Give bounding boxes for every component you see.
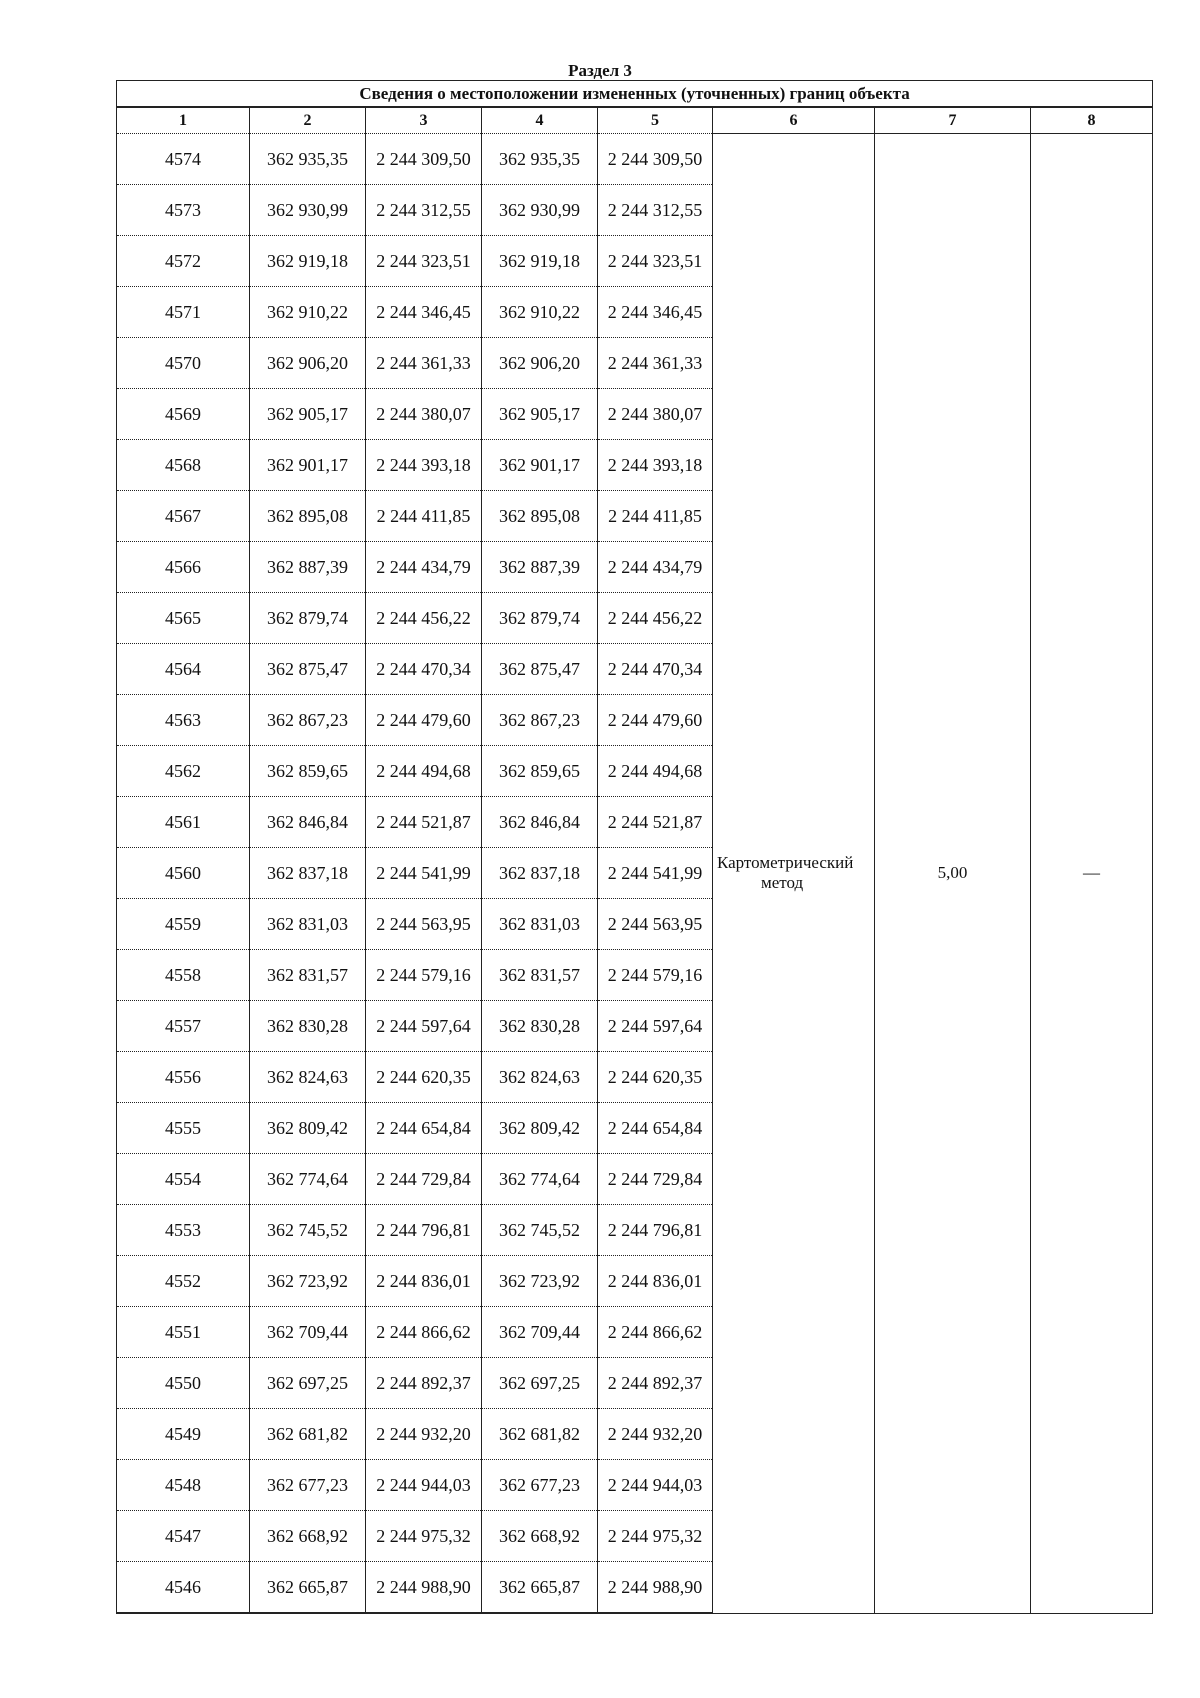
x-old-cell: 362 830,28: [250, 1001, 366, 1052]
x-new-cell: 362 774,64: [482, 1154, 598, 1205]
x-old-cell: 362 935,35: [250, 134, 366, 185]
y-old-cell: 2 244 470,34: [366, 644, 482, 695]
x-new-cell: 362 831,57: [482, 950, 598, 1001]
point-number-cell: 4550: [117, 1358, 250, 1409]
y-new-cell: 2 244 541,99: [598, 848, 713, 899]
point-number-cell: 4558: [117, 950, 250, 1001]
x-new-cell: 362 681,82: [482, 1409, 598, 1460]
x-old-cell: 362 910,22: [250, 287, 366, 338]
x-new-cell: 362 837,18: [482, 848, 598, 899]
point-number-cell: 4553: [117, 1205, 250, 1256]
x-new-cell: 362 875,47: [482, 644, 598, 695]
y-new-cell: 2 244 988,90: [598, 1562, 713, 1614]
column-number-8: 8: [1031, 107, 1153, 134]
x-new-cell: 362 867,23: [482, 695, 598, 746]
x-old-cell: 362 697,25: [250, 1358, 366, 1409]
y-new-cell: 2 244 796,81: [598, 1205, 713, 1256]
point-number-cell: 4549: [117, 1409, 250, 1460]
x-old-cell: 362 919,18: [250, 236, 366, 287]
point-number-cell: 4564: [117, 644, 250, 695]
x-old-cell: 362 859,65: [250, 746, 366, 797]
y-old-cell: 2 244 620,35: [366, 1052, 482, 1103]
point-number-cell: 4559: [117, 899, 250, 950]
point-number-cell: 4556: [117, 1052, 250, 1103]
y-old-cell: 2 244 346,45: [366, 287, 482, 338]
y-old-cell: 2 244 411,85: [366, 491, 482, 542]
x-old-cell: 362 887,39: [250, 542, 366, 593]
y-old-cell: 2 244 380,07: [366, 389, 482, 440]
x-new-cell: 362 895,08: [482, 491, 598, 542]
x-old-cell: 362 867,23: [250, 695, 366, 746]
point-number-cell: 4561: [117, 797, 250, 848]
y-old-cell: 2 244 866,62: [366, 1307, 482, 1358]
x-new-cell: 362 809,42: [482, 1103, 598, 1154]
x-new-cell: 362 906,20: [482, 338, 598, 389]
x-new-cell: 362 668,92: [482, 1511, 598, 1562]
y-new-cell: 2 244 312,55: [598, 185, 713, 236]
x-new-cell: 362 901,17: [482, 440, 598, 491]
y-old-cell: 2 244 456,22: [366, 593, 482, 644]
point-number-cell: 4551: [117, 1307, 250, 1358]
x-new-cell: 362 879,74: [482, 593, 598, 644]
y-old-cell: 2 244 393,18: [366, 440, 482, 491]
y-new-cell: 2 244 346,45: [598, 287, 713, 338]
y-new-cell: 2 244 361,33: [598, 338, 713, 389]
x-old-cell: 362 677,23: [250, 1460, 366, 1511]
y-old-cell: 2 244 323,51: [366, 236, 482, 287]
point-number-cell: 4574: [117, 134, 250, 185]
column-number-5: 5: [598, 107, 713, 134]
x-old-cell: 362 846,84: [250, 797, 366, 848]
y-old-cell: 2 244 944,03: [366, 1460, 482, 1511]
y-new-cell: 2 244 563,95: [598, 899, 713, 950]
y-old-cell: 2 244 579,16: [366, 950, 482, 1001]
x-old-cell: 362 665,87: [250, 1562, 366, 1614]
x-new-cell: 362 824,63: [482, 1052, 598, 1103]
accuracy-cell: 5,00: [875, 134, 1031, 1614]
y-old-cell: 2 244 434,79: [366, 542, 482, 593]
y-old-cell: 2 244 563,95: [366, 899, 482, 950]
x-old-cell: 362 809,42: [250, 1103, 366, 1154]
x-old-cell: 362 879,74: [250, 593, 366, 644]
table-caption: Сведения о местоположении измененных (уточненных) границ объекта: [117, 81, 1153, 108]
column-number-6: 6: [713, 107, 875, 134]
section-title: Раздел 3: [568, 61, 632, 80]
y-new-cell: 2 244 944,03: [598, 1460, 713, 1511]
x-old-cell: 362 831,57: [250, 950, 366, 1001]
table-row: [117, 134, 1153, 185]
y-old-cell: 2 244 541,99: [366, 848, 482, 899]
point-number-cell: 4547: [117, 1511, 250, 1562]
x-old-cell: 362 745,52: [250, 1205, 366, 1256]
y-new-cell: 2 244 411,85: [598, 491, 713, 542]
y-new-cell: 2 244 380,07: [598, 389, 713, 440]
x-new-cell: 362 905,17: [482, 389, 598, 440]
x-old-cell: 362 930,99: [250, 185, 366, 236]
y-new-cell: 2 244 836,01: [598, 1256, 713, 1307]
y-new-cell: 2 244 309,50: [598, 134, 713, 185]
x-old-cell: 362 831,03: [250, 899, 366, 950]
method-label-line1: Картометрический: [717, 853, 854, 873]
y-new-cell: 2 244 323,51: [598, 236, 713, 287]
x-new-cell: 362 745,52: [482, 1205, 598, 1256]
y-old-cell: 2 244 312,55: [366, 185, 482, 236]
x-new-cell: 362 887,39: [482, 542, 598, 593]
x-old-cell: 362 906,20: [250, 338, 366, 389]
point-number-cell: 4568: [117, 440, 250, 491]
y-old-cell: 2 244 597,64: [366, 1001, 482, 1052]
method-label-line2: метод: [761, 873, 804, 893]
y-new-cell: 2 244 654,84: [598, 1103, 713, 1154]
x-old-cell: 362 901,17: [250, 440, 366, 491]
x-old-cell: 362 723,92: [250, 1256, 366, 1307]
y-old-cell: 2 244 729,84: [366, 1154, 482, 1205]
x-old-cell: 362 837,18: [250, 848, 366, 899]
y-new-cell: 2 244 579,16: [598, 950, 713, 1001]
point-number-cell: 4571: [117, 287, 250, 338]
y-new-cell: 2 244 393,18: [598, 440, 713, 491]
y-new-cell: 2 244 597,64: [598, 1001, 713, 1052]
y-new-cell: 2 244 866,62: [598, 1307, 713, 1358]
x-new-cell: 362 919,18: [482, 236, 598, 287]
y-new-cell: 2 244 521,87: [598, 797, 713, 848]
column-number-7: 7: [875, 107, 1031, 134]
x-new-cell: 362 697,25: [482, 1358, 598, 1409]
y-new-cell: 2 244 470,34: [598, 644, 713, 695]
x-new-cell: 362 665,87: [482, 1562, 598, 1614]
point-number-cell: 4567: [117, 491, 250, 542]
x-old-cell: 362 774,64: [250, 1154, 366, 1205]
x-old-cell: 362 709,44: [250, 1307, 366, 1358]
y-new-cell: 2 244 494,68: [598, 746, 713, 797]
point-number-cell: 4560: [117, 848, 250, 899]
column-number-4: 4: [482, 107, 598, 134]
y-old-cell: 2 244 361,33: [366, 338, 482, 389]
y-old-cell: 2 244 988,90: [366, 1562, 482, 1614]
y-new-cell: 2 244 975,32: [598, 1511, 713, 1562]
y-old-cell: 2 244 975,32: [366, 1511, 482, 1562]
y-old-cell: 2 244 654,84: [366, 1103, 482, 1154]
y-old-cell: 2 244 479,60: [366, 695, 482, 746]
y-old-cell: 2 244 796,81: [366, 1205, 482, 1256]
x-new-cell: 362 831,03: [482, 899, 598, 950]
point-number-cell: 4573: [117, 185, 250, 236]
boundary-coordinates-table: [116, 80, 1153, 1614]
column-number-1: 1: [117, 107, 250, 134]
x-new-cell: 362 930,99: [482, 185, 598, 236]
x-old-cell: 362 668,92: [250, 1511, 366, 1562]
point-number-cell: 4572: [117, 236, 250, 287]
point-number-cell: 4554: [117, 1154, 250, 1205]
y-old-cell: 2 244 494,68: [366, 746, 482, 797]
x-new-cell: 362 723,92: [482, 1256, 598, 1307]
point-number-cell: 4566: [117, 542, 250, 593]
y-old-cell: 2 244 836,01: [366, 1256, 482, 1307]
x-new-cell: 362 935,35: [482, 134, 598, 185]
point-number-cell: 4563: [117, 695, 250, 746]
x-old-cell: 362 681,82: [250, 1409, 366, 1460]
point-number-cell: 4565: [117, 593, 250, 644]
method-cell: [713, 134, 875, 1614]
table-body: [117, 134, 1153, 1614]
point-number-cell: 4555: [117, 1103, 250, 1154]
note-cell: —: [1031, 134, 1153, 1614]
point-number-cell: 4570: [117, 338, 250, 389]
point-number-cell: 4569: [117, 389, 250, 440]
point-number-cell: 4552: [117, 1256, 250, 1307]
x-new-cell: 362 677,23: [482, 1460, 598, 1511]
x-old-cell: 362 875,47: [250, 644, 366, 695]
column-number-3: 3: [366, 107, 482, 134]
y-new-cell: 2 244 892,37: [598, 1358, 713, 1409]
x-new-cell: 362 859,65: [482, 746, 598, 797]
column-number-2: 2: [250, 107, 366, 134]
y-new-cell: 2 244 729,84: [598, 1154, 713, 1205]
y-old-cell: 2 244 892,37: [366, 1358, 482, 1409]
point-number-cell: 4548: [117, 1460, 250, 1511]
point-number-cell: 4562: [117, 746, 250, 797]
y-new-cell: 2 244 932,20: [598, 1409, 713, 1460]
y-new-cell: 2 244 434,79: [598, 542, 713, 593]
y-old-cell: 2 244 932,20: [366, 1409, 482, 1460]
x-new-cell: 362 910,22: [482, 287, 598, 338]
y-new-cell: 2 244 479,60: [598, 695, 713, 746]
x-old-cell: 362 824,63: [250, 1052, 366, 1103]
x-old-cell: 362 895,08: [250, 491, 366, 542]
y-old-cell: 2 244 309,50: [366, 134, 482, 185]
x-new-cell: 362 709,44: [482, 1307, 598, 1358]
x-old-cell: 362 905,17: [250, 389, 366, 440]
point-number-cell: 4557: [117, 1001, 250, 1052]
y-old-cell: 2 244 521,87: [366, 797, 482, 848]
point-number-cell: 4546: [117, 1562, 250, 1614]
y-new-cell: 2 244 456,22: [598, 593, 713, 644]
y-new-cell: 2 244 620,35: [598, 1052, 713, 1103]
x-new-cell: 362 830,28: [482, 1001, 598, 1052]
x-new-cell: 362 846,84: [482, 797, 598, 848]
